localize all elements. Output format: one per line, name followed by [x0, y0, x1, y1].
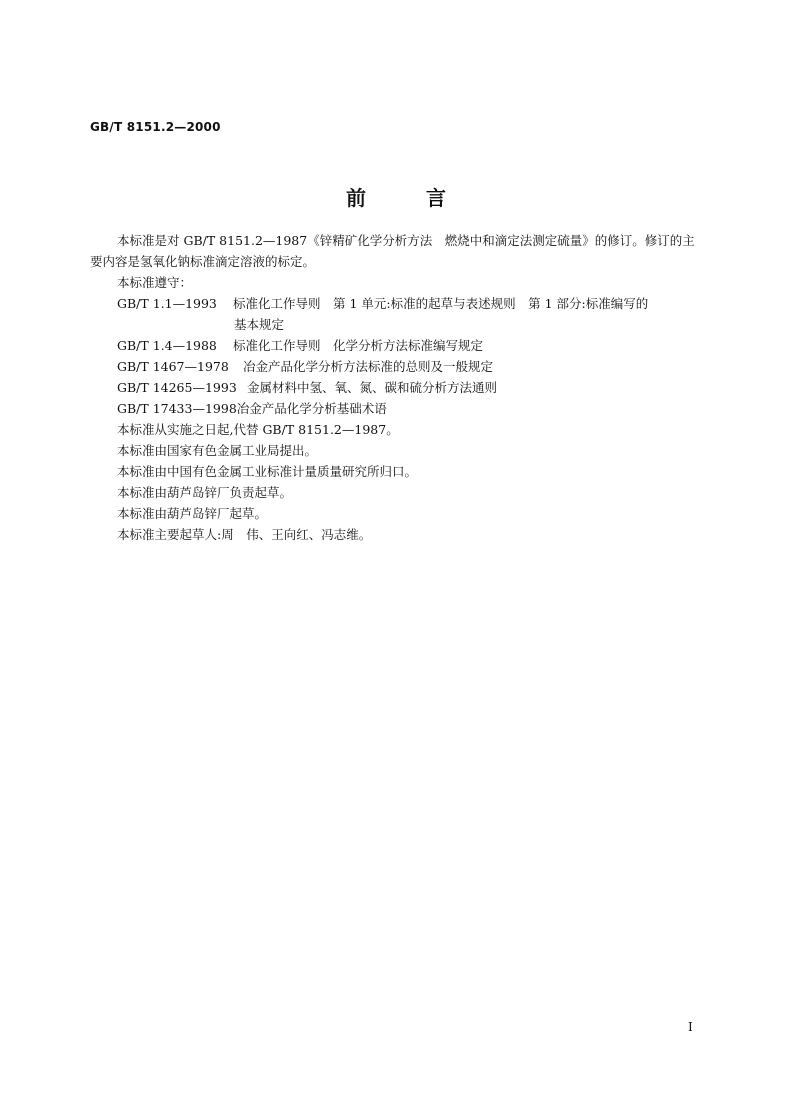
document-code: GB/T 8151.2—2000 [90, 120, 221, 134]
standard-code: GB/T 14265—1993 [117, 380, 237, 395]
title-char-2: 言 [426, 186, 446, 210]
paragraph-drafted-by: 本标准由葫芦岛锌厂起草。 [117, 506, 268, 521]
paragraph-revision: 本标准是对 GB/T 8151.2—1987《锌精矿化学分析方法 燃烧中和滴定法测定硫量》的修订。修订的主要内容是氢氧化钠标准滴定溶液的标定。 [90, 233, 695, 269]
paragraph-centralized-by: 本标准由中国有色金属工业标准计量质量研究所归口。 [117, 464, 418, 479]
foreword-body [90, 230, 706, 545]
standard-item [90, 335, 706, 356]
standard-code: GB/T 1.1—1993 [117, 296, 217, 311]
standard-code: GB/T 1.4—1988 [117, 338, 217, 353]
standard-item [90, 398, 706, 419]
title-char-1: 前 [346, 186, 366, 210]
standard-item [90, 356, 706, 377]
standard-title: 标准化工作导则 第 1 单元:标准的起草与表述规则 第 1 部分:标准编写的 [233, 296, 649, 311]
standard-item [90, 377, 706, 398]
page-number: I [688, 1020, 693, 1034]
paragraph-main-drafters: 本标准主要起草人:周 伟、王向红、冯志维。 [117, 527, 372, 542]
standard-title: 冶金产品化学分析方法标准的总则及一般规定 [243, 359, 494, 374]
paragraph-proposed-by: 本标准由国家有色金属工业局提出。 [117, 443, 318, 458]
standard-title: 金属材料中氢、氧、氮、碳和硫分析方法通则 [247, 380, 498, 395]
standard-code: GB/T 1467—1978 [117, 359, 229, 374]
page-title [0, 182, 792, 211]
paragraph-compliance: 本标准遵守： [117, 275, 193, 290]
standard-title: 冶金产品化学分析基础术语 [236, 401, 387, 416]
standard-code: GB/T 17433—1998 [117, 401, 237, 416]
paragraph-responsible-drafter: 本标准由葫芦岛锌厂负责起草。 [117, 485, 293, 500]
standard-item-continuation: 基本规定 [234, 317, 285, 332]
standard-title: 标准化工作导则 化学分析方法标准编写规定 [233, 338, 484, 353]
paragraph-replaces: 本标准从实施之日起,代替 GB/T 8151.2—1987。 [117, 422, 399, 437]
standard-item [90, 293, 706, 314]
